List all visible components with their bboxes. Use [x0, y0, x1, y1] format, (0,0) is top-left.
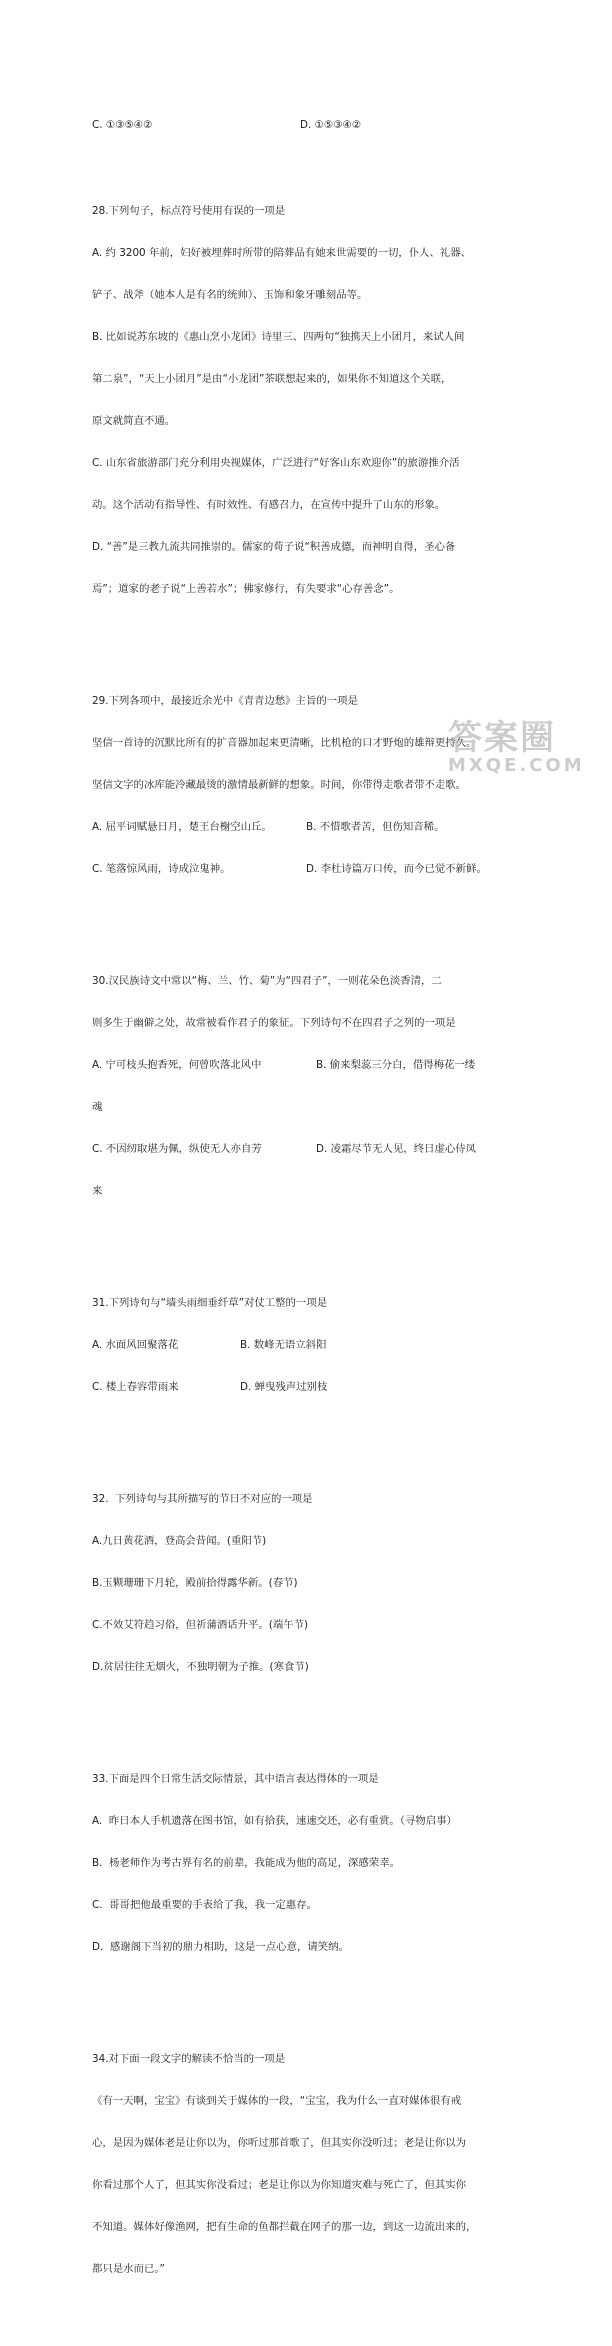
option-c: C. 不因纫取堪为佩，纵使无人亦自芳 [92, 1143, 262, 1155]
question-stem: 30.汉民族诗文中常以“梅、兰、竹、菊”为“四君子”，一则花朵色淡香清，二 [92, 975, 442, 987]
option-d-cont: 来 [92, 1185, 103, 1197]
passage-line: 坚信一首诗的沉默比所有的扩音器加起来更清晰，比机枪的口才野炮的雄辩更持久。 [92, 737, 477, 749]
passage-line: 心，是因为媒体老是让你以为，你听过那首歌了，但其实你没听过；老是让你以为 [92, 2137, 467, 2149]
option-b-cont: 魂 [92, 1101, 103, 1113]
question-stem: 28.下列句子，标点符号使用有误的一项是 [92, 205, 286, 217]
options-row [92, 1380, 537, 1394]
passage-line: 《有一天啊，宝宝》有谈到关于媒体的一段，“宝宝，我为什么一直对媒体很有戒 [92, 2095, 462, 2107]
option-a: A. 昨日本人手机遗落在图书馆，如有拾获，速速交还，必有重赏。（寻物启事） [92, 1815, 457, 1827]
question-stem: 31.下列诗句与“墙头雨细垂纤草”对仗工整的一项是 [92, 1297, 328, 1309]
question-30 [92, 946, 537, 1226]
option-c: C. 山东省旅游部门充分利用央视媒体，广泛进行“好客山东欢迎你”的旅游推介活 [92, 457, 460, 469]
options-row [92, 1338, 537, 1352]
exam-content [92, 76, 537, 2346]
option-a: A. 宁可枝头抱香死，何曾吹落北风中 [92, 1059, 262, 1071]
options-row [92, 1058, 537, 1072]
passage-line: 不知道。媒体好像渔网，把有生命的鱼都拦截在网子的那一边，到这一边流出来的， [92, 2221, 477, 2233]
option-b: B. 杨老师作为考古界有名的前辈，我能成为他的高足，深感荣幸。 [92, 1857, 400, 1869]
option-c: C. 笔落惊风雨，诗成泣鬼神。 [92, 863, 231, 875]
option-c: C. 哥哥把他最重要的手表给了我，我一定惠存。 [92, 1899, 317, 1911]
options-row [92, 862, 537, 876]
option-d: D. 凌霜尽节无人见，终日虚心侍凤 [316, 1143, 477, 1155]
passage-line: 坚信文字的冰库能冷藏最烫的激情最新鲜的想象。时间，你带得走歌者带不走歌。 [92, 779, 467, 791]
option-a: A. 水面风回聚落花 [92, 1339, 179, 1351]
option-d: D. 蝉曳残声过别枝 [240, 1381, 328, 1393]
option-b-cont: 第二泉”，“天上小团月”是由“小龙团”茶联想起来的，如果你不知道这个关联， [92, 373, 452, 385]
question-31 [92, 1268, 537, 1422]
question-28 [92, 176, 537, 624]
option-a: A. 屈平词赋悬日月，楚王台榭空山丘。 [92, 821, 272, 833]
q27-options-tail [92, 118, 537, 132]
passage-line: 都只是水而已。” [92, 2263, 165, 2275]
watermark-logo-text: 答案圈 [448, 718, 556, 758]
option-a: A. 约 3200 年前，妇好被埋葬时所带的陪葬品有她来世需要的一切，仆人、礼器、 [92, 247, 472, 259]
option-a-cont: 铲子、战斧（她本人是有名的统帅）、玉饰和象牙雕刻品等。 [92, 289, 368, 301]
option-d: D. 感谢阁下当初的鼎力相助，这是一点心意，请笑纳。 [92, 1941, 349, 1953]
passage-line: 你看过那个人了，但其实你没看过；老是让你以为你知道灾难与死亡了，但其实你 [92, 2179, 467, 2191]
option-c: C. 楼上春容带雨来 [92, 1381, 179, 1393]
watermark-logo-url: MXQE.COM [448, 755, 585, 776]
question-32 [92, 1464, 537, 1702]
option-a: A.九日黄花酒，登高会昔闻。(重阳节) [92, 1535, 267, 1547]
question-stem: 33.下面是四个日常生活交际情景，其中语言表达得体的一项是 [92, 1773, 379, 1785]
question-34 [92, 2024, 537, 2304]
option-b: B. 数峰无语立斜阳 [240, 1339, 327, 1351]
option-c: C. ①③⑤④② [92, 119, 153, 131]
option-b: B. 比如说苏东坡的《惠山烹小龙团》诗里三、四两句“独携天上小团月，来试人间 [92, 331, 465, 343]
option-d-cont: 焉”；道家的老子说“上善若水”；佛家修行，有失要求“心存善念”。 [92, 583, 400, 595]
options-row [92, 820, 537, 834]
option-c-cont: 动。这个活动有指导性、有时效性、有感召力，在宣传中提升了山东的形象。 [92, 499, 446, 511]
option-d: D.贫居往往无烟火，不独明朝为子推。(寒食节) [92, 1661, 309, 1673]
option-d: D. “善”是三教九流共同推崇的。儒家的荀子说“积善成德，而神明自得，圣心备 [92, 541, 456, 553]
option-d: D. 李杜诗篇万口传，而今已觉不新鲜。 [306, 863, 487, 875]
option-b: B. 偷来梨蕊三分白，借得梅花一缕 [316, 1059, 476, 1071]
question-33 [92, 1744, 537, 1982]
question-stem: 34.对下面一段文字的解读不恰当的一项是 [92, 2053, 286, 2065]
option-b-cont: 原文就简直不通。 [92, 415, 176, 427]
option-d: D. ①⑤③④② [300, 119, 362, 131]
question-stem-cont: 则多生于幽僻之处，故常被看作君子的象征。下列诗句不在四君子之列的一项是 [92, 1017, 456, 1029]
question-29 [92, 666, 537, 904]
question-stem: 29.下列各项中，最接近余光中《青青边愁》主旨的一项是 [92, 695, 358, 707]
option-b: B.玉颗珊珊下月轮，殿前拾得露华新。(春节) [92, 1577, 298, 1589]
option-b: B. 不惜歌者苦，但伤知音稀。 [306, 821, 445, 833]
option-c: C.不效艾符趋习俗，但祈蒲酒话升平。(端午节) [92, 1619, 309, 1631]
options-row [92, 1142, 537, 1156]
question-stem: 32. 下列诗句与其所描写的节日不对应的一项是 [92, 1493, 313, 1505]
